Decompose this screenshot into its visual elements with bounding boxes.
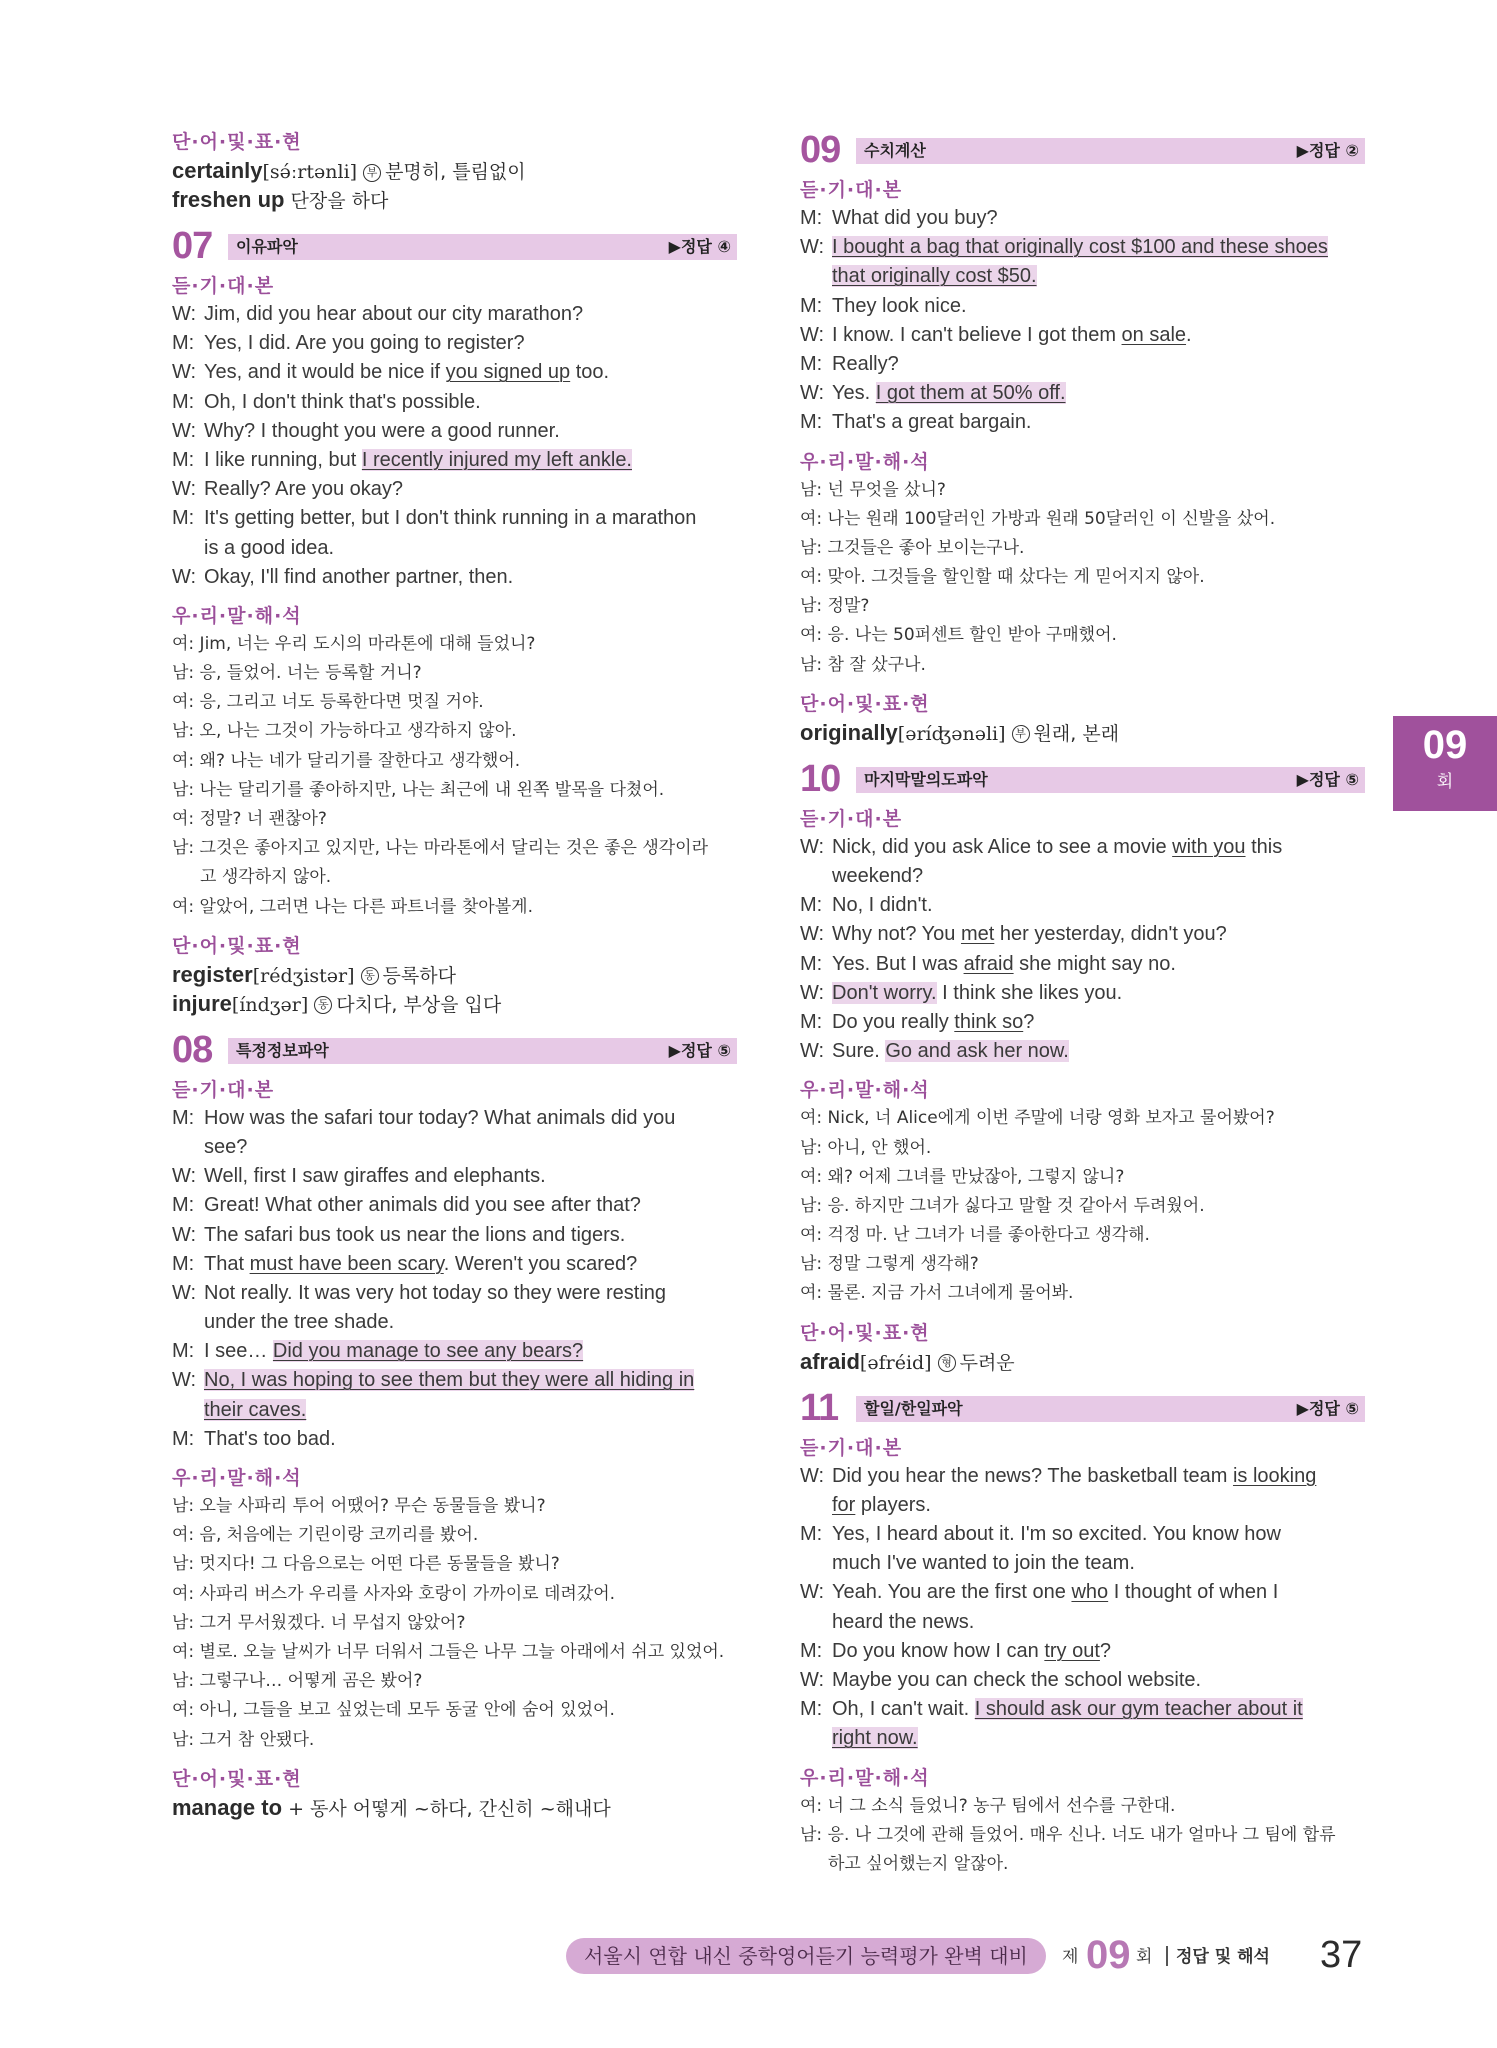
translation-line: 여: 물론. 지금 가서 그녀에게 물어봐. xyxy=(800,1283,1074,1304)
answer-highlight: I bought a bag that originally cost $100 and these shoes xyxy=(832,236,1328,259)
translation-label: 우·리·말·해·석 xyxy=(172,1467,302,1489)
script-line: weekend? xyxy=(832,865,924,887)
question-title-bar xyxy=(856,138,1365,164)
translation-line: 남: 응, 들었어. 너는 등록할 거니? xyxy=(172,663,422,684)
script-label: 듣·기·대·본 xyxy=(800,807,903,830)
question-type: 특정정보파악 xyxy=(236,1040,329,1060)
translation-line: 남: 오늘 사파리 투어 어땠어? 무슨 동물들을 봤니? xyxy=(172,1496,546,1516)
translation-line: 남: 아니, 안 했어. xyxy=(800,1137,932,1158)
round-side-tab xyxy=(1393,716,1497,811)
vocab-item: afraid[əfréid] 형 두려운 xyxy=(800,1348,1015,1374)
question-number: 07 xyxy=(172,225,213,267)
script-line: M: That must have been scary. Weren't you scared? xyxy=(172,1252,638,1275)
translation-line: 남: 응. 하지만 그녀가 싫다고 말할 것 같아서 두려웠어. xyxy=(800,1195,1205,1216)
question-title-bar xyxy=(856,767,1365,793)
pos-badge: 동 xyxy=(361,967,379,985)
translation-line: 하고 싶어했는지 알잖아. xyxy=(828,1853,1009,1874)
vocab-item: register[rédʒistər] 동 등록하다 xyxy=(172,961,456,987)
question-number: 10 xyxy=(800,757,841,800)
script-line: M: What did you buy? xyxy=(800,207,998,229)
question-header-07 xyxy=(172,224,737,268)
pos-badge: 부 xyxy=(1012,725,1030,743)
footer-suffix: 회 xyxy=(1136,1947,1153,1967)
page-number: 37 xyxy=(1320,1934,1363,1976)
translation-line: 남: 그것은 좋아지고 있지만, 나는 마라톤에서 달리는 것은 좋은 생각이라 xyxy=(172,838,709,859)
script-line: much I've wanted to join the team. xyxy=(832,1552,1135,1575)
script-label: 듣·기·대·본 xyxy=(172,275,275,297)
question-type: 마지막말의도파악 xyxy=(864,769,988,789)
script-line: W: Not really. It was very hot today so they were resting xyxy=(172,1281,667,1304)
question-number: 11 xyxy=(800,1386,839,1429)
script-line: W: Maybe you can check the school website. xyxy=(800,1668,1202,1691)
vocab-label: 단·어·및·표·현 xyxy=(800,692,930,715)
answer-highlight: I recently injured my left ankle. xyxy=(361,448,632,471)
translation-line: 여: 왜? 어제 그녀를 만났잖아, 그렇지 않니? xyxy=(800,1166,1125,1187)
question-header-11 xyxy=(800,1386,1365,1430)
question-type: 할일/한일파악 xyxy=(864,1398,963,1418)
answer-highlight: that originally cost $50. xyxy=(832,265,1037,288)
right-column xyxy=(800,128,1365,1879)
script-line: W: Why? I thought you were a good runner. xyxy=(172,419,560,442)
script-line: W: Don't worry. I think she likes you. xyxy=(800,981,1123,1004)
question-header-09 xyxy=(800,128,1365,172)
translation-label: 우·리·말·해·석 xyxy=(800,1079,930,1102)
vocab-item: certainly[sə́ːrtənli] 부 분명히, 틀림없이 xyxy=(172,158,526,183)
translation-line: 여: 아니, 그들을 보고 싶었는데 모두 동굴 안에 숨어 있었어. xyxy=(172,1700,615,1721)
translation-line: 여: 걱정 마. 난 그녀가 너를 좋아한다고 생각해. xyxy=(800,1225,1150,1246)
script-block xyxy=(800,833,1365,1067)
script-block xyxy=(800,204,1365,438)
script-line: M: Do you know how I can try out? xyxy=(800,1639,1112,1662)
translation-line: 여: 음, 처음에는 기린이랑 코끼리를 봤어. xyxy=(172,1525,479,1546)
script-line: W: Nick, did you ask Alice to see a movie with you this xyxy=(800,835,1283,858)
question-type: 이유파악 xyxy=(236,237,298,256)
script-line: W: Did you hear the news? The basketball team is looking xyxy=(800,1464,1317,1487)
vocab-label: 단·어·및·표·현 xyxy=(172,131,302,153)
script-line: M: I see… Did you manage to see any bears? xyxy=(172,1340,584,1363)
answer-label: ▶정답 ⑤ xyxy=(668,1040,731,1060)
footer-divider xyxy=(1166,1946,1168,1966)
script-line: M: Yes, I did. Are you going to register? xyxy=(172,332,525,355)
answer-highlight: Go and ask her now. xyxy=(885,1040,1069,1063)
translation-line: 여: 정말? 너 괜찮아? xyxy=(172,809,327,829)
translation-label: 우·리·말·해·석 xyxy=(172,604,302,627)
translation-line: 남: 그거 참 안됐다. xyxy=(172,1729,315,1750)
script-line: for players. xyxy=(832,1493,931,1516)
vocab-item: injure[índʒər] 동 다치다, 부상을 입다 xyxy=(172,990,502,1016)
script-line: W: Yeah. You are the first one who I thought of when I xyxy=(800,1581,1279,1604)
translation-block xyxy=(800,476,1365,680)
translation-line: 남: 넌 무엇을 샀니? xyxy=(800,479,946,500)
answer-label: ▶정답 ⑤ xyxy=(1296,769,1359,789)
translation-line: 여: Jim, 너는 우리 도시의 마라톤에 대해 들었니? xyxy=(172,633,536,654)
answer-highlight: right now. xyxy=(832,1727,918,1750)
round-number: 09 xyxy=(1422,723,1468,767)
translation-line: 남: 그것들은 좋아 보이는구나. xyxy=(800,537,1025,558)
translation-line: 여: 맞아. 그것들을 할인할 때 샀다는 게 믿어지지 않아. xyxy=(800,567,1205,588)
round-suffix: 회 xyxy=(1436,772,1454,792)
script-line: M: Great! What other animals did you see after that? xyxy=(172,1194,641,1217)
script-line: M: Really? xyxy=(800,352,899,375)
script-label: 듣·기·대·본 xyxy=(172,1078,275,1101)
vocab-item: manage to + 동사 어떻게 ~하다, 간신히 ~해내다 xyxy=(172,1794,611,1820)
translation-block xyxy=(172,1492,737,1755)
translation-label: 우·리·말·해·석 xyxy=(800,450,930,473)
script-line: M: Do you really think so? xyxy=(800,1010,1035,1033)
answer-label: ▶정답 ② xyxy=(1296,141,1359,160)
script-line: W: Yes, and it would be nice if you signed up too. xyxy=(172,361,610,384)
answer-label: ▶정답 ④ xyxy=(668,237,731,256)
translation-line: 남: 참 잘 샀구나. xyxy=(800,654,926,675)
pos-badge: 동 xyxy=(314,996,332,1014)
script-line: M: No, I didn't. xyxy=(800,894,933,917)
translation-line: 여: 알았어, 그러면 나는 다른 파트너를 찾아볼게. xyxy=(172,896,533,917)
script-line: is a good idea. xyxy=(204,536,335,559)
script-block xyxy=(172,300,737,592)
script-line: M: Oh, I don't think that's possible. xyxy=(172,390,481,413)
translation-label: 우·리·말·해·석 xyxy=(800,1766,930,1789)
translation-line: 남: 정말? xyxy=(800,596,870,617)
answer-highlight: Don't worry. xyxy=(832,981,937,1004)
script-line: M: Oh, I can't wait. I should ask our gym teacher about it xyxy=(800,1698,1303,1721)
question-title-bar xyxy=(228,234,737,260)
translation-line: 여: 응. 나는 50퍼센트 할인 받아 구매했어. xyxy=(800,625,1117,646)
answer-highlight: Did you manage to see any bears? xyxy=(272,1340,584,1363)
pos-badge: 부 xyxy=(363,164,381,182)
translation-line: 여: 응, 그리고 너도 등록한다면 멋질 거야. xyxy=(172,692,484,713)
translation-line: 남: 정말 그렇게 생각해? xyxy=(800,1254,979,1275)
translation-line: 남: 오, 나는 그것이 가능하다고 생각하지 않아. xyxy=(172,721,517,742)
translation-line: 남: 나는 달리기를 좋아하지만, 나는 최근에 내 왼쪽 발목을 다쳤어. xyxy=(172,779,665,800)
script-block xyxy=(800,1462,1365,1754)
script-line xyxy=(800,262,1365,291)
script-line: W: Why not? You met her yesterday, didn't you? xyxy=(800,923,1227,946)
question-number: 08 xyxy=(172,1028,213,1071)
script-label: 듣·기·대·본 xyxy=(800,179,903,201)
question-number: 09 xyxy=(800,129,841,171)
translation-line: 여: 왜? 나는 네가 달리기를 잘한다고 생각했어. xyxy=(172,750,521,771)
translation-line: 남: 응. 나 그것에 관해 들었어. 매우 신나. 너도 내가 얼마나 그 팀에 합류 xyxy=(800,1824,1336,1845)
script-line: W: Really? Are you okay? xyxy=(172,478,404,501)
vocab-label: 단·어·및·표·현 xyxy=(172,1767,302,1790)
translation-block xyxy=(800,1104,1365,1308)
answer-highlight: No, I was hoping to see them but they were all hiding in xyxy=(204,1369,695,1392)
vocab-label: 단·어·및·표·현 xyxy=(800,1321,930,1344)
translation-line: 여: Nick, 너 Alice에게 이번 주말에 너랑 영화 보자고 물어봤어? xyxy=(800,1108,1275,1129)
script-line: W: I bought a bag that originally cost $100 and these shoes xyxy=(800,236,1328,259)
script-line xyxy=(172,1396,737,1425)
script-line: under the tree shade. xyxy=(204,1311,395,1334)
script-block xyxy=(172,1104,737,1454)
question-title-bar xyxy=(856,1396,1365,1422)
pos-badge: 형 xyxy=(938,1354,956,1372)
answer-highlight: I got them at 50% off. xyxy=(875,382,1066,405)
footer-round-number: 09 xyxy=(1086,1933,1131,1977)
script-line: W: Well, first I saw giraffes and elephants. xyxy=(172,1165,546,1188)
question-title-bar xyxy=(228,1038,737,1064)
translation-line: 고 생각하지 않아. xyxy=(200,867,332,888)
translation-line: 남: 그렇구나… 어떻게 곰은 봤어? xyxy=(172,1671,423,1692)
left-column xyxy=(172,128,737,1822)
translation-line: 여: 사파리 버스가 우리를 사자와 호랑이 가까이로 데려갔어. xyxy=(172,1583,616,1604)
answer-label: ▶정답 ⑤ xyxy=(1296,1398,1359,1418)
page-footer xyxy=(560,1933,1363,1978)
footer-prefix: 제 xyxy=(1062,1947,1079,1967)
script-line: M: I like running, but I recently injured my left ankle. xyxy=(172,448,632,471)
script-line xyxy=(800,1724,1365,1753)
script-line: heard the news. xyxy=(832,1610,975,1633)
script-line: M: It's getting better, but I don't think running in a marathon xyxy=(172,507,697,530)
vocab-item: freshen up 단장을 하다 xyxy=(172,187,389,212)
vocab-item: originally[əríʤənəli] 부 원래, 본래 xyxy=(800,719,1120,745)
translation-line: 남: 멋지다! 그 다음으로는 어떤 다른 동물들을 봤니? xyxy=(172,1554,560,1575)
question-header-10 xyxy=(800,757,1365,801)
translation-line: 여: 나는 원래 100달러인 가방과 원래 50달러인 이 신발을 샀어. xyxy=(800,508,1276,529)
script-line: M: That's a great bargain. xyxy=(800,411,1032,434)
translation-line: 여: 별로. 오늘 날씨가 너무 더워서 그들은 나무 그늘 아래에서 쉬고 있었어. xyxy=(172,1641,725,1662)
translation-line: 남: 그거 무서웠겠다. 너 무섭지 않았어? xyxy=(172,1612,466,1633)
vocab-label: 단·어·및·표·현 xyxy=(172,934,302,957)
script-line: W: Sure. Go and ask her now. xyxy=(800,1040,1069,1063)
script-line: W: The safari bus took us near the lions and tigers. xyxy=(172,1223,626,1246)
script-line: W: No, I was hoping to see them but they were all hiding in xyxy=(172,1369,695,1392)
answer-highlight: their caves. xyxy=(204,1398,307,1421)
question-header-08 xyxy=(172,1028,737,1072)
script-line: M: Yes, I heard about it. I'm so excited. You know how xyxy=(800,1523,1281,1545)
script-label: 듣·기·대·본 xyxy=(800,1436,903,1459)
question-type: 수치계산 xyxy=(864,141,926,160)
script-line: see? xyxy=(204,1135,248,1158)
footer-subtitle: 정답 및 해석 xyxy=(1176,1947,1270,1967)
script-line: M: That's too bad. xyxy=(172,1427,336,1450)
script-line: W: Jim, did you hear about our city marathon? xyxy=(172,303,584,325)
translation-line: 여: 너 그 소식 들었니? 농구 팀에서 선수를 구한대. xyxy=(800,1795,1176,1816)
script-line: M: Yes. But I was afraid she might say no. xyxy=(800,952,1176,975)
book-title: 서울시 연합 내신 중학영어듣기 능력평가 완벽 대비 xyxy=(566,1938,1046,1974)
script-line: M: How was the safari tour today? What animals did you xyxy=(172,1106,676,1129)
script-line: M: They look nice. xyxy=(800,294,967,317)
translation-block xyxy=(800,1792,1365,1880)
script-line: W: Okay, I'll find another partner, then. xyxy=(172,565,514,588)
translation-block xyxy=(172,630,737,922)
script-line: W: I know. I can't believe I got them on sale. xyxy=(800,323,1192,346)
script-line: W: Yes. I got them at 50% off. xyxy=(800,382,1066,405)
answer-highlight: I should ask our gym teacher about it xyxy=(974,1698,1303,1721)
